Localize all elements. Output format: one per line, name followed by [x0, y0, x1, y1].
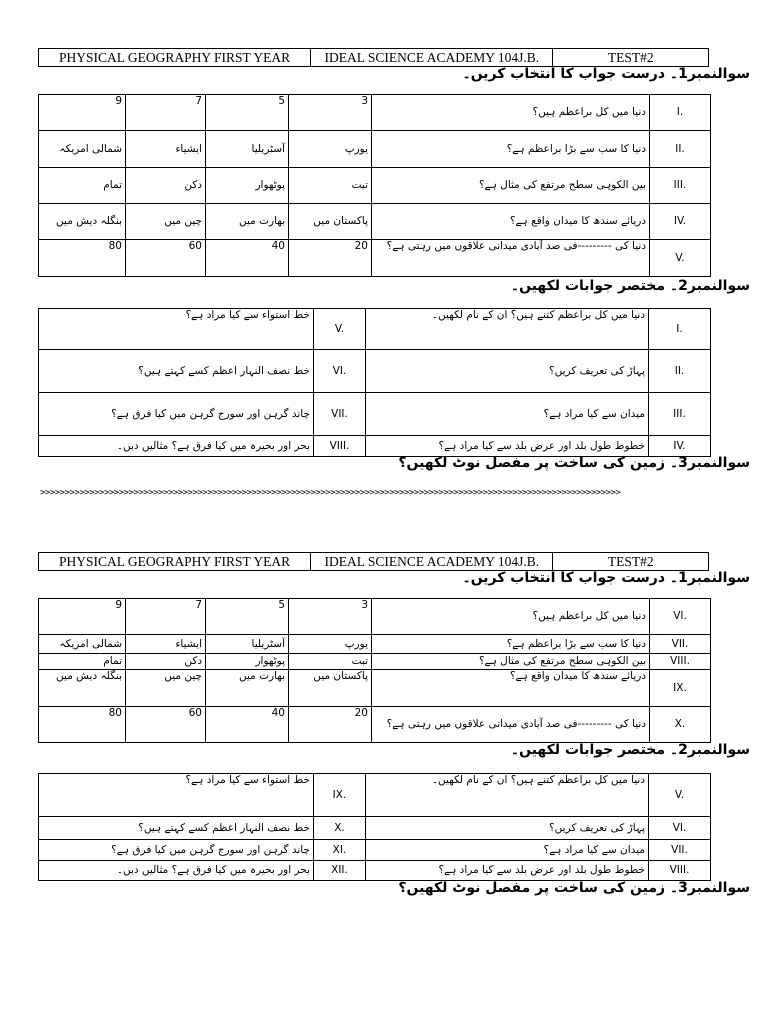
short-row	[39, 817, 711, 840]
option-cell: پاکستان میں	[289, 670, 372, 707]
question-number: IX.	[314, 774, 366, 817]
question-number: V.	[650, 240, 711, 277]
option-cell: 9	[39, 95, 126, 131]
question-number: XI.	[314, 840, 366, 861]
mcq-row	[39, 95, 711, 131]
option-cell: تمام	[39, 654, 126, 670]
short-question: میدان سے کیا مراد ہے؟	[366, 393, 649, 436]
mcq-row	[39, 240, 711, 277]
short-row	[39, 393, 711, 436]
option-cell: دکن	[126, 654, 206, 670]
question-number: VII.	[314, 393, 366, 436]
option-cell: 80	[39, 707, 126, 743]
question-number: III.	[650, 168, 711, 204]
option-cell: 60	[126, 707, 206, 743]
mcq-row	[39, 599, 711, 635]
mcq-row	[39, 635, 711, 654]
mcq-row	[39, 204, 711, 240]
short-question: خط نصف النہار اعظم کسے کہتے ہیں؟	[39, 817, 314, 840]
option-cell: پوٹھوار	[206, 654, 289, 670]
question-number: IV.	[649, 436, 711, 457]
short-question: دنیا میں کل براعظم کتنے ہیں؟ ان کے نام لکھیں۔	[366, 309, 649, 350]
option-cell: آسٹریلیا	[206, 131, 289, 168]
short-question: خطوط طول بلد اور عرض بلد سے کیا مراد ہے؟	[366, 861, 649, 881]
short-row	[39, 861, 711, 881]
question-number: II.	[650, 131, 711, 168]
test-cell: TEST#2	[607, 50, 654, 65]
academy-cell: IDEAL SCIENCE ACADEMY 104J.B.	[311, 49, 553, 66]
short-question: پہاڑ کی تعریف کریں؟	[366, 350, 649, 393]
test-cell: TEST#2	[607, 554, 654, 569]
option-cell: 7	[126, 95, 206, 131]
option-cell: 5	[206, 95, 289, 131]
short-row	[39, 840, 711, 861]
short-question: خط نصف النہار اعظم کسے کہتے ہیں؟	[39, 350, 314, 393]
question-number: VI.	[649, 817, 711, 840]
short-question: چاند گرہن اور سورج گرہن میں کیا فرق ہے؟	[39, 840, 314, 861]
option-cell: آسٹریلیا	[206, 635, 289, 654]
option-cell: 20	[289, 707, 372, 743]
short-question-table	[38, 773, 711, 881]
question-number: IV.	[650, 204, 711, 240]
cut-line: >>>>>>>>>>>>>>>>>>>>>>>>>>>>>>>>>>>>>>>>>>>>>>>>>>>>>>>>>>>>>>>>>>>>>>>>>>>>>>>>>>>>>>>>>>>>>>>>>>>>>>>>>>>>>>>>>>>>>>	[40, 488, 621, 498]
question-cell: دنیا میں کل براعظم ہیں؟	[372, 599, 650, 635]
question-number: VIII.	[314, 436, 366, 457]
academy-cell: IDEAL SCIENCE ACADEMY 104J.B.	[311, 553, 553, 570]
option-cell: 80	[39, 240, 126, 277]
section-q2-heading: سوالنمبر2۔ مختصر جوابات لکھیں۔	[510, 278, 750, 294]
question-number: VIII.	[650, 654, 711, 670]
short-question: خط استواء سے کیا مراد ہے؟	[39, 309, 314, 350]
header-bar	[38, 552, 709, 571]
question-number: XII.	[314, 861, 366, 881]
option-cell: بنگلہ دیش میں	[39, 670, 126, 707]
question-number: X.	[650, 707, 711, 743]
option-cell: تبت	[289, 654, 372, 670]
short-question: پہاڑ کی تعریف کریں؟	[366, 817, 649, 840]
short-question-table	[38, 308, 711, 457]
question-cell: دنیا کا سب سے بڑا براعظم ہے؟	[372, 131, 650, 168]
option-cell: 60	[126, 240, 206, 277]
section-q3-heading: سوالنمبر3۔ زمین کی ساخت پر مفصل نوٹ لکھیں؟	[398, 455, 750, 471]
question-cell: دنیا کا سب سے بڑا براعظم ہے؟	[372, 635, 650, 654]
mcq-row	[39, 131, 711, 168]
question-number: II.	[649, 350, 711, 393]
section-q1-heading: سوالنمبر1۔ درست جواب کا انتخاب کریں۔	[462, 570, 750, 586]
option-cell: بھارت میں	[206, 204, 289, 240]
short-question: خطوط طول بلد اور عرض بلد سے کیا مراد ہے؟	[366, 436, 649, 457]
option-cell: ایشیاء	[126, 131, 206, 168]
question-number: VI.	[314, 350, 366, 393]
option-cell: شمالی امریکہ	[39, 635, 126, 654]
option-cell: 40	[206, 707, 289, 743]
option-cell: تبت	[289, 168, 372, 204]
option-cell: یورپ	[289, 131, 372, 168]
option-cell: تمام	[39, 168, 126, 204]
option-cell: 40	[206, 240, 289, 277]
header-bar	[38, 48, 709, 67]
section-q3-heading: سوالنمبر3۔ زمین کی ساخت پر مفصل نوٹ لکھیں؟	[398, 880, 750, 896]
option-cell: بھارت میں	[206, 670, 289, 707]
option-cell: شمالی امریکہ	[39, 131, 126, 168]
question-cell: دریائے سندھ کا میدان واقع ہے؟	[372, 204, 650, 240]
option-cell: بنگلہ دیش میں	[39, 204, 126, 240]
section-q2-heading: سوالنمبر2۔ مختصر جوابات لکھیں۔	[510, 742, 750, 758]
option-cell: 7	[126, 599, 206, 635]
mcq-table	[38, 94, 711, 277]
option-cell: پوٹھوار	[206, 168, 289, 204]
short-row	[39, 774, 711, 817]
mcq-row	[39, 654, 711, 670]
subject-cell: PHYSICAL GEOGRAPHY FIRST YEAR	[39, 553, 311, 570]
question-number: V.	[314, 309, 366, 350]
short-row	[39, 309, 711, 350]
question-number: VI.	[650, 599, 711, 635]
question-cell: بین الکوہی سطح مرتفع کی مثال ہے؟	[372, 654, 650, 670]
question-number: IX.	[650, 670, 711, 707]
question-number: VIII.	[649, 861, 711, 881]
short-question: میدان سے کیا مراد ہے؟	[366, 840, 649, 861]
option-cell: 20	[289, 240, 372, 277]
mcq-table	[38, 598, 711, 743]
mcq-row	[39, 707, 711, 743]
question-number: I.	[650, 95, 711, 131]
option-cell: 3	[289, 95, 372, 131]
question-number: VII.	[649, 840, 711, 861]
option-cell: 3	[289, 599, 372, 635]
option-cell: چین میں	[126, 204, 206, 240]
question-number: I.	[649, 309, 711, 350]
option-cell: یورپ	[289, 635, 372, 654]
short-question: دنیا میں کل براعظم کتنے ہیں؟ ان کے نام لکھیں۔	[366, 774, 649, 817]
question-cell: بین الکوہی سطح مرتفع کی مثال ہے؟	[372, 168, 650, 204]
subject-cell: PHYSICAL GEOGRAPHY FIRST YEAR	[39, 49, 311, 66]
question-cell: دریائے سندھ کا میدان واقع ہے؟	[372, 670, 650, 707]
question-number: X.	[314, 817, 366, 840]
short-question: خط استواء سے کیا مراد ہے؟	[39, 774, 314, 817]
question-cell: دنیا کی ---------فی صد آبادی میدانی علاقوں میں رہتی ہے؟	[372, 707, 650, 743]
short-question: چاند گرہن اور سورج گرہن میں کیا فرق ہے؟	[39, 393, 314, 436]
option-cell: پاکستان میں	[289, 204, 372, 240]
section-q1-heading: سوالنمبر1۔ درست جواب کا انتخاب کریں۔	[462, 66, 750, 82]
mcq-row	[39, 670, 711, 707]
option-cell: دکن	[126, 168, 206, 204]
option-cell: 9	[39, 599, 126, 635]
question-cell: دنیا میں کل براعظم ہیں؟	[372, 95, 650, 131]
question-number: VII.	[650, 635, 711, 654]
short-row	[39, 350, 711, 393]
short-question: بحر اور بحیرہ میں کیا فرق ہے؟ مثالیں دیں۔	[39, 861, 314, 881]
short-row	[39, 436, 711, 457]
option-cell: چین میں	[126, 670, 206, 707]
question-cell: دنیا کی ---------فی صد آبادی میدانی علاقوں میں رہتی ہے؟	[372, 240, 650, 277]
option-cell: 5	[206, 599, 289, 635]
short-question: بحر اور بحیرہ میں کیا فرق ہے؟ مثالیں دیں۔	[39, 436, 314, 457]
question-number: III.	[649, 393, 711, 436]
question-number: V.	[649, 774, 711, 817]
option-cell: ایشیاء	[126, 635, 206, 654]
mcq-row	[39, 168, 711, 204]
